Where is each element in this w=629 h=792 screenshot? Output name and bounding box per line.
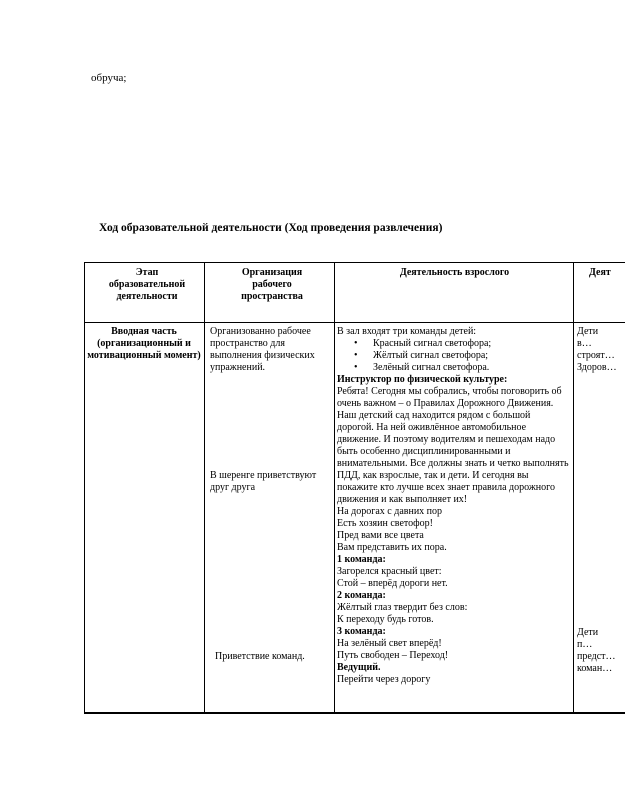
header-space: Организация рабочего пространства [241,267,303,302]
team-list-item: • Красный сигнал светофора; [337,338,569,350]
instructor-label: Инструктор по физической культуре: [337,374,508,385]
poem-line: Вам представить их пора. [337,542,447,553]
team2-line: К переходу будь готов. [337,614,434,625]
team-list [337,338,569,374]
team2-line: Жёлтый глаз твердит без слов: [337,602,468,613]
space-text-1: Организованно рабочее пространство для выполнения физических упражнений. [210,326,315,373]
header-adult: Деятельность взрослого [399,267,510,278]
team-list-item: • Зелёный сигнал светофора. [337,362,569,374]
host-label: Ведущий. [337,662,381,673]
instructor-speech: Ребята! Сегодня мы собрались, чтобы поговорить об очень важном – о Правилах Дорожного Движения. Наш детский сад находится рядом с большой дорогой. На ней оживлённое автомобильное движение. И поэтому водителям и пешеходам надо быть особенно дисциплинированными и внимательными. Все должны знать и четко выполнять ПДД, как взрослые, так и дети. И сегодня вы покажите кто лучше всех знает правила дорожного движения и как выполняет их! [337,386,569,505]
space-text-3: Приветствие команд. [215,651,305,662]
host-line: Перейти через дорогу [337,674,431,685]
children-text-2: Дети п… предст… коман… [577,627,616,674]
team3-line: На зелёный свет вперёд! [337,638,442,649]
team3-line: Путь свободен – Переход! [337,650,449,661]
column-divider [334,263,335,712]
adult-intro: В зал входят три команды детей: [337,326,477,337]
poem-line: Пред вами все цвета [337,530,424,541]
stage-cell: Вводная часть (организационный и мотивационный момент) [87,326,201,361]
header-divider [85,322,625,323]
children-text-1: Дети в… строят… Здоров… [577,326,617,373]
adult-activity-cell [337,326,569,686]
team-list-item: • Жёлтый сигнал светофора; [337,350,569,362]
team1-label: 1 команда: [337,554,386,565]
intro-text: обруча; [91,72,127,84]
poem-line: Есть хозяин светофор! [337,518,433,529]
team1-line: Загорелся красный цвет: [337,566,442,577]
activity-table [84,262,625,714]
section-heading: Ход образовательной деятельности (Ход проведения развлечения) [99,222,443,234]
team2-label: 2 команда: [337,590,386,601]
header-children: Деят [589,267,611,278]
poem-line: На дорогах с давних пор [337,506,443,517]
team3-label: 3 команда: [337,626,386,637]
column-divider [573,263,574,712]
team1-line: Стой – вперёд дороги нет. [337,578,448,589]
header-stage: Этап образовательной деятельности [108,267,186,302]
space-text-2: В шеренге приветствуют друг друга [210,470,317,493]
column-divider [204,263,205,712]
